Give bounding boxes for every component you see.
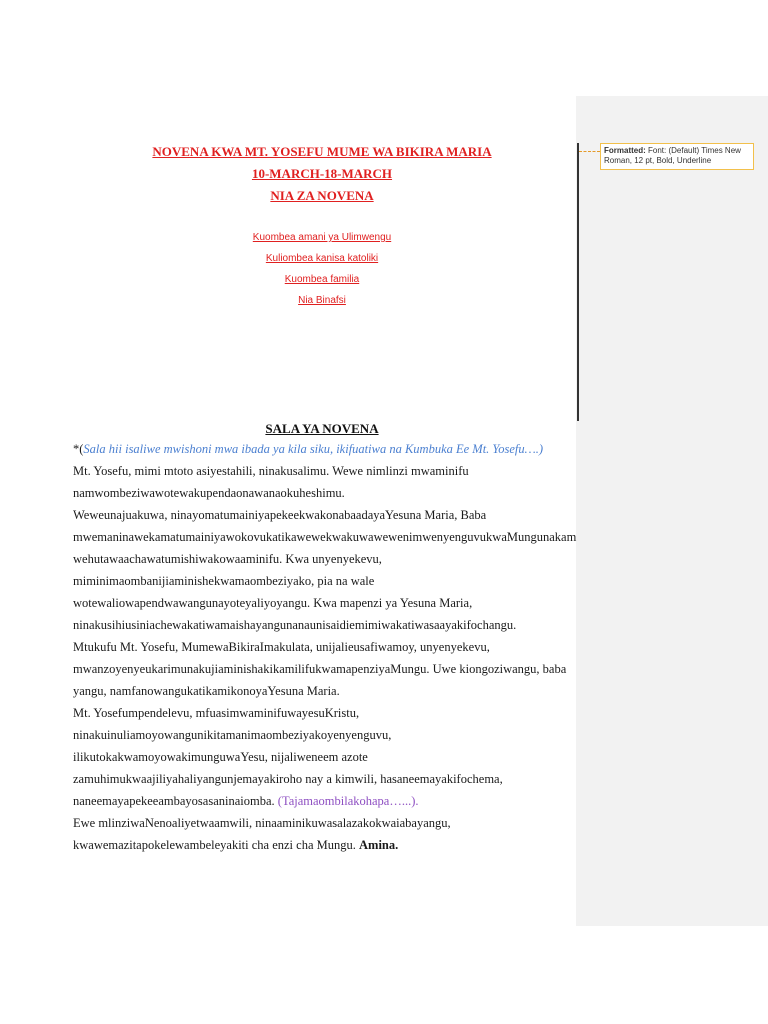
prayer-line-text: naneemayapekeeambayosasaninaiomba <box>73 794 272 808</box>
prayer-line: mwanzoyenyeukarimunakujiaminishakikamilifukwamapenziyaMungu. Uwe kiongoziwangu, baba <box>73 662 567 676</box>
prayer-line: Mt. Yosefumpendelevu, mfuasimwaminifuwayesuKristu, <box>73 706 360 720</box>
prayer-line: Weweunajuakuwa, ninayomatumainiyapekeekwakonabaadayaYesuna Maria, Baba <box>73 508 487 522</box>
comment-connector <box>579 151 600 153</box>
intention-item: Nia Binafsi <box>298 295 346 306</box>
prayer-line <box>73 837 573 853</box>
prayer-line: mwemaninawekamatumainiyawokovukatikawewekwakuwawewenimwenyenguvukwaMungunakam <box>73 530 577 544</box>
prayer-line: ninakuinuliamoyowangunikitamanimaombeziyakoyenyenguvu, <box>73 728 392 742</box>
amen: Amina. <box>359 838 399 852</box>
prayer-line: namwombeziwawotewakupendaonawanaokuheshimu. <box>73 486 345 500</box>
prayer-line: ninakusihiusiniachewakatiwamaishayangunanaunisaidiemimiwakatiwasaayakifochangu. <box>73 618 517 632</box>
note-prefix: *( <box>73 442 84 456</box>
prayer-line: Ewe mlinziwaNenoaliyetwaamwili, ninaaminikuwasalazakokwaiabayangu, <box>73 816 451 830</box>
intentions-heading: NIA ZA NOVENA <box>270 188 374 203</box>
note-text: Sala hii isaliwe mwishoni mwa ibada ya kila siku, ikifuatiwa na Kumbuka Ee Mt. Yosefu….) <box>83 442 544 456</box>
prayer-line: Mtukufu Mt. Yosefu, MumewaBikiraImakulata, unijalieusafiwamoy, unyenyekevu, <box>73 640 490 654</box>
prayer-line: yangu, namfanowangukatikamikonoyaYesuna Maria. <box>73 684 340 698</box>
prayer-line: naneemayapekeeambayosasaninaiomba. (Tajamaombilakohapa…...). <box>73 794 419 808</box>
intention-item: Kuliombea kanisa katoliki <box>265 253 379 264</box>
change-bar <box>577 143 579 421</box>
formatting-comment-balloon[interactable] <box>600 143 754 170</box>
prayer-line: zamuhimukwaajiliyahaliyangunjemayakiroho nay a kimwili, hasaneemayakifochema, <box>73 772 503 786</box>
comment-label: Formatted: <box>604 146 646 155</box>
prayer-line: wehutawaachawatumishiwakowaaminifu. Kwa unyenyekevu, <box>73 552 382 566</box>
comment-pane <box>576 96 768 926</box>
novena-dates: 10-MARCH-18-MARCH <box>251 166 393 181</box>
personal-intention-note: (Tajamaombilakohapa…...). <box>277 794 419 808</box>
prayer-line: ilikutokakwamoyowakimunguwaYesu, nijaliweneem azote <box>73 750 368 764</box>
intention-item: Kuombea familia <box>284 274 360 285</box>
comment-text: Font: (Default) Times New Roman, 12 pt, Bold, Underline <box>604 146 741 165</box>
prayer-line-text: kwawemazitapokelewambeleyakiti cha enzi cha Mungu. <box>73 838 356 852</box>
prayer-line: miminimaombanijiaminishekwamaombeziyako, pia na wale <box>73 574 375 588</box>
prayer-heading: SALA YA NOVENA <box>265 421 379 436</box>
prayer-line: wotewaliowapendwawangunayoteyaliyoyangu. Kwa mapenzi ya Yesuna Maria, <box>73 596 473 610</box>
intention-item: Kuombea amani ya Ulimwengu <box>252 232 392 243</box>
prayer-line: Mt. Yosefu, mimi mtoto asiyestahili, ninakusalimu. Wewe nimlinzi mwaminifu <box>73 464 469 478</box>
document-title: NOVENA KWA MT. YOSEFU MUME WA BIKIRA MARIA <box>152 144 492 159</box>
prayer-instruction <box>73 441 573 457</box>
